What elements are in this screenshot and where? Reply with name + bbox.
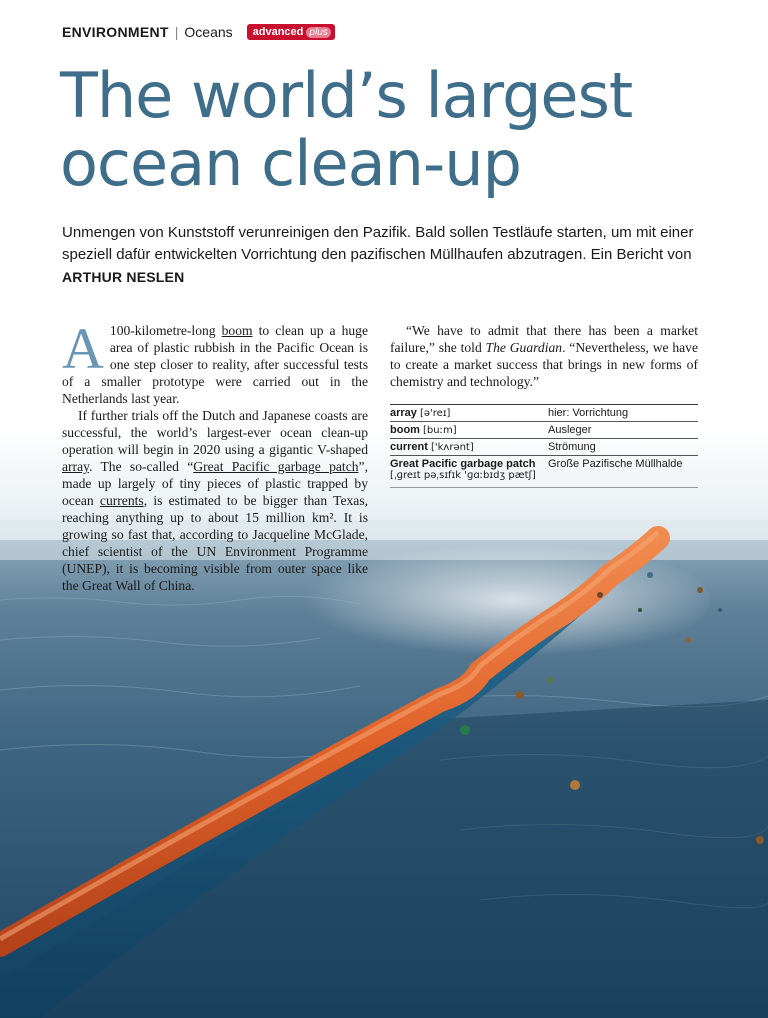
glossary-term-cell [390, 441, 548, 453]
vocab-boom: boom [221, 323, 253, 338]
glossary-ipa: [ə'reɪ] [419, 408, 451, 419]
headline-line-2: ocean clean-up [60, 127, 521, 200]
glossary-term-cell [390, 458, 548, 481]
p1-text-b: to clean up a huge area of plastic rubbish in the Pacific Ocean is one step closer to reality, after successful tests of a smaller prototype were carried out in the Netherlands last year. [62, 323, 368, 406]
paragraph-3 [390, 322, 698, 390]
glossary-row [390, 438, 698, 455]
intro-text: Unmengen von Kunststoff verunreinigen den Pazifik. Bald sollen Testläufe starten, um mit einer speziell dafür entwickelten Vorrichtung den pazifischen Müllhaufen abzutragen. Ein Bericht von [62, 224, 694, 263]
glossary-term: array [390, 407, 417, 419]
p2-text-d: , is estimated to be bigger than Texas, reaching anything up to about 15 million km². It is growing so fast that, according to Jacqueline McGlade, chief scientist of the UN Environment Programme (UNEP), it is becoming visible from outer space like the Great Wall of China. [62, 493, 369, 593]
article-headline [60, 59, 700, 200]
glossary-term: Great Pacific garbage patch [390, 458, 536, 470]
glossary-ipa: [buːm] [423, 425, 457, 436]
section-label: ENVIRONMENT [62, 24, 169, 40]
p1-text-a: 100-kilometre-long [109, 323, 222, 338]
glossary-row [390, 455, 698, 488]
paragraph-2 [62, 407, 368, 594]
source-name: The Guardian [485, 340, 563, 355]
glossary-translation: hier: Vorrichtung [548, 407, 629, 419]
vocabulary-glossary [390, 404, 698, 488]
level-badge [247, 24, 335, 40]
vocab-array: array [62, 459, 90, 474]
paragraph-1 [62, 316, 368, 407]
glossary-translation: Ausleger [548, 424, 592, 436]
level-badge-plus: plus [306, 27, 330, 38]
glossary-term-cell [390, 407, 548, 419]
p2-text-b: . The so-called “ [89, 459, 194, 474]
p3-text-a: “We have to admit that there has been a market failure,” she told [390, 323, 698, 355]
vocab-currents: currents [99, 493, 144, 508]
body-column-right [390, 322, 698, 390]
drop-cap: A [62, 316, 104, 381]
glossary-term: boom [390, 424, 420, 436]
p3-text-b: . “Nevertheless, we have to create a market success that brings in new forms of chemistry and technology.” [390, 340, 699, 389]
glossary-term: current [390, 441, 428, 453]
p2-text-a: If further trials off the Dutch and Japanese coasts are successful, the world’s largest-ever ocean clean-up operation will begin in 2020 using a gigantic V-shaped [62, 408, 368, 457]
level-badge-label: advanced [252, 26, 304, 38]
vocab-garbage-patch: Great Pacific garbage patch [193, 459, 359, 474]
p2-text-c: ”, made up largely of tiny pieces of plastic trapped by ocean [62, 459, 368, 508]
glossary-row [390, 421, 698, 438]
glossary-row [390, 404, 698, 421]
glossary-ipa: [ˌɡreɪt pəˌsɪfɪk 'ɡɑːbɪdʒ pætʃ] [390, 470, 536, 481]
body-column-left [62, 316, 369, 594]
glossary-translation: Große Pazifische Müllhalde [548, 458, 683, 470]
glossary-term-cell [390, 424, 548, 436]
header-separator: | [174, 24, 179, 40]
author-name: ARTHUR NESLEN [62, 269, 185, 285]
headline-line-1: The world’s largest [60, 59, 633, 132]
topic-label: Oceans [184, 24, 233, 40]
article-intro [62, 222, 712, 288]
glossary-translation: Strömung [548, 441, 596, 453]
section-header [62, 22, 335, 42]
glossary-ipa: ['kʌrənt] [430, 442, 474, 453]
